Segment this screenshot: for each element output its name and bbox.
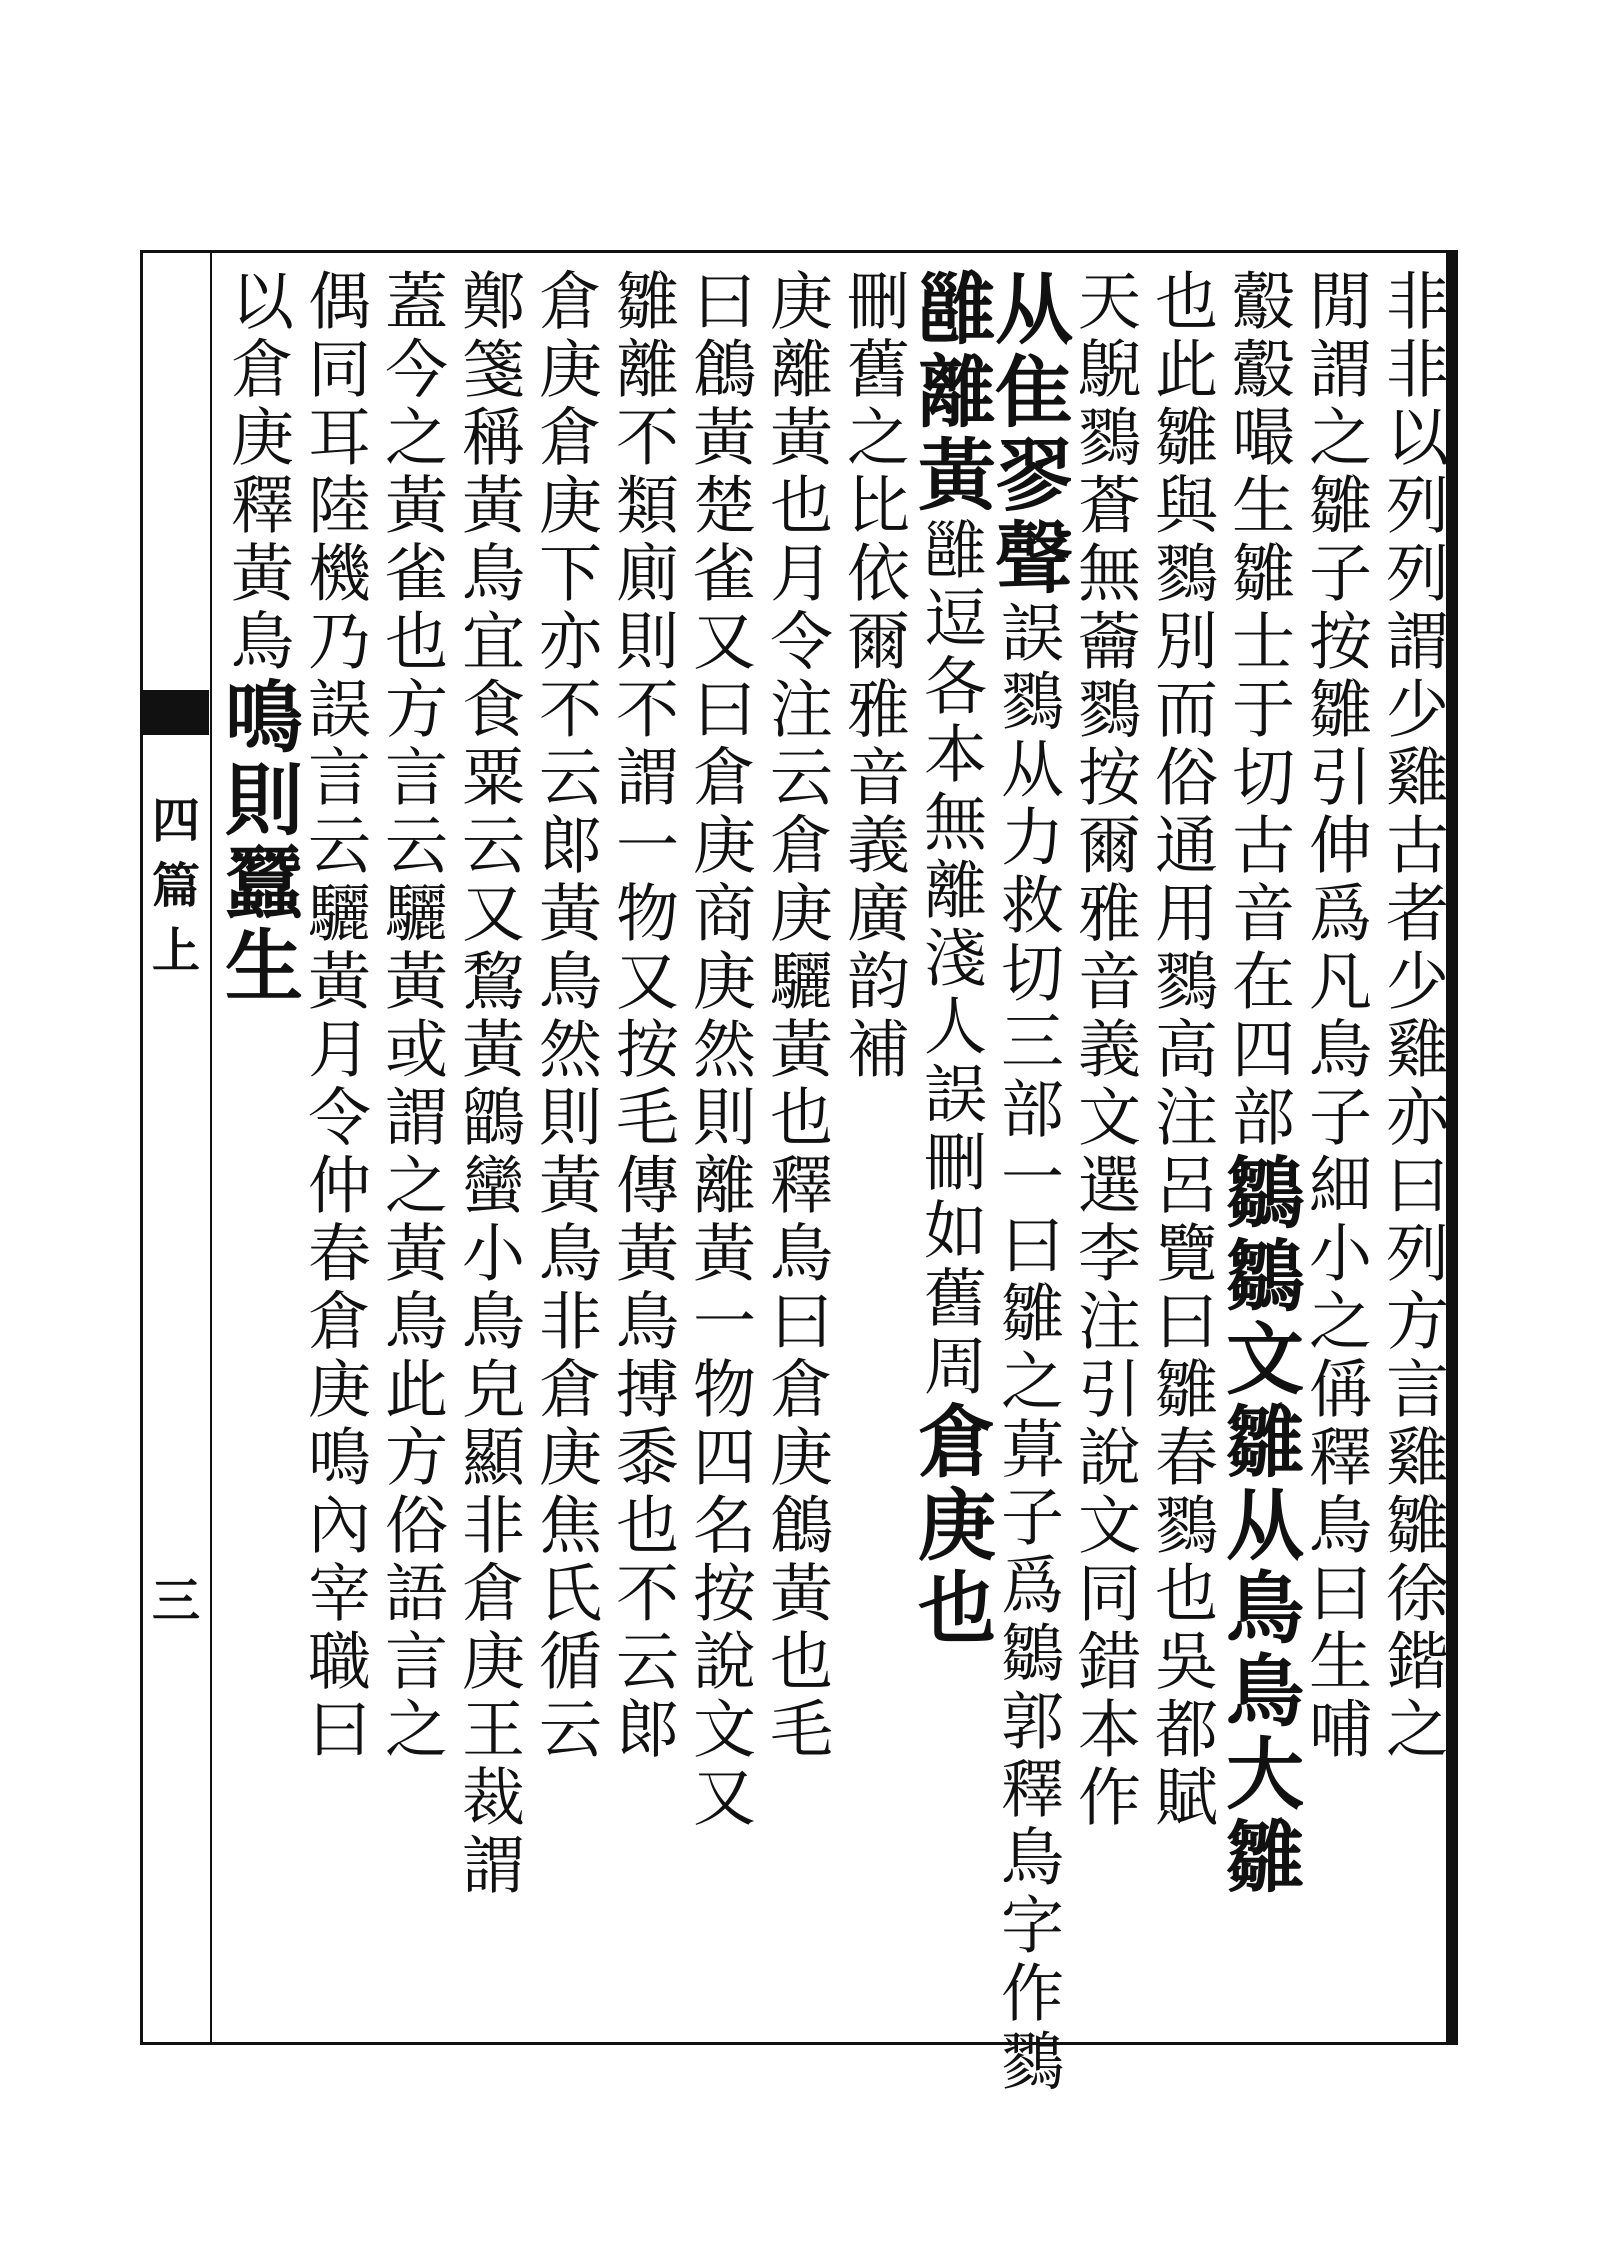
- headword: 鶵: [1213, 1152, 1304, 1235]
- column-text: 誤鷚从力救切三部一曰雛之萛子爲鶵郭釋鳥字作鷚: [991, 600, 1064, 2096]
- headword: 鳴則蠶生: [212, 676, 303, 1008]
- margin-page-number: 三: [151, 1573, 200, 1629]
- text-column: [1213, 268, 1304, 1899]
- text-column: 曰鶬黃楚雀又曰倉庚商庚然則離黃一物四名按說文又: [683, 268, 756, 1832]
- text-column: [905, 268, 996, 1650]
- headword: 倉庚也: [905, 1401, 996, 1650]
- text-column: [212, 268, 303, 1008]
- text-columns: [212, 268, 1449, 2096]
- text-column: 庚離黃也月令注云倉庚驪黃也釋鳥曰倉庚鶬黃也毛: [760, 268, 833, 1764]
- fishtail-mark: [143, 690, 209, 735]
- margin-char-shang: 上: [151, 923, 200, 979]
- column-text: 雝逗各本無離淺人誤刪如舊周: [914, 517, 987, 1401]
- headword: 離黃: [905, 351, 996, 517]
- margin-char-pian: 篇: [151, 858, 200, 914]
- headword: 鷇: [1222, 268, 1295, 336]
- headword: 雝: [905, 268, 996, 351]
- text-column: 雛離不類廁則不謂一物又按毛傳黃鳥搏黍也不云郞: [606, 268, 679, 1764]
- column-text: 鷇嘬生雛士于切古音在四部: [1222, 336, 1295, 1152]
- text-column: 蓋今之黃雀也方言云驪黃或謂之黃鳥此方俗語言之: [375, 268, 448, 1764]
- margin-strip: [143, 735, 209, 2035]
- text-column: 刪舊之比依爾雅音義廣韵補: [837, 268, 910, 1084]
- text-column: 鄭箋稱黃鳥宜食粟云又鵹黃鶹蠻小鳥皃顯非倉庚王裁謂: [452, 268, 525, 1900]
- text-column: 偶同耳陸機乃誤言云驪黃月令仲春倉庚鳴內宰職曰: [298, 268, 371, 1764]
- text-column: [982, 268, 1073, 2096]
- headword: 鶵文雛从鳥: [1213, 1235, 1304, 1650]
- text-column: 閒謂之雛子按雛引伸爲凡鳥子細小之偁釋鳥曰生哺: [1299, 268, 1372, 1764]
- margin-char-juan: 四: [151, 793, 200, 849]
- headword: 鳥大雛: [1213, 1650, 1304, 1899]
- column-text: 以倉庚釋黃鳥: [221, 268, 294, 676]
- text-column: 也此雛與鷚別而俗通用鷚高注呂覽曰雛春鷚也吳都賦: [1145, 268, 1218, 1832]
- text-column: 天鶃鷚蒼無蘥鷚按爾雅音義文選李注引說文同錯本作: [1068, 268, 1141, 1832]
- text-column: 倉庚倉庚下亦不云郞黃鳥然則黃鳥非倉庚焦氏循云: [529, 268, 602, 1764]
- headword: 从隹翏聲: [982, 268, 1073, 600]
- inner-rule: [210, 250, 212, 2045]
- text-column: 非非以列列謂少雞古者少雞亦曰列方言雞雛徐鍇之: [1376, 268, 1449, 1764]
